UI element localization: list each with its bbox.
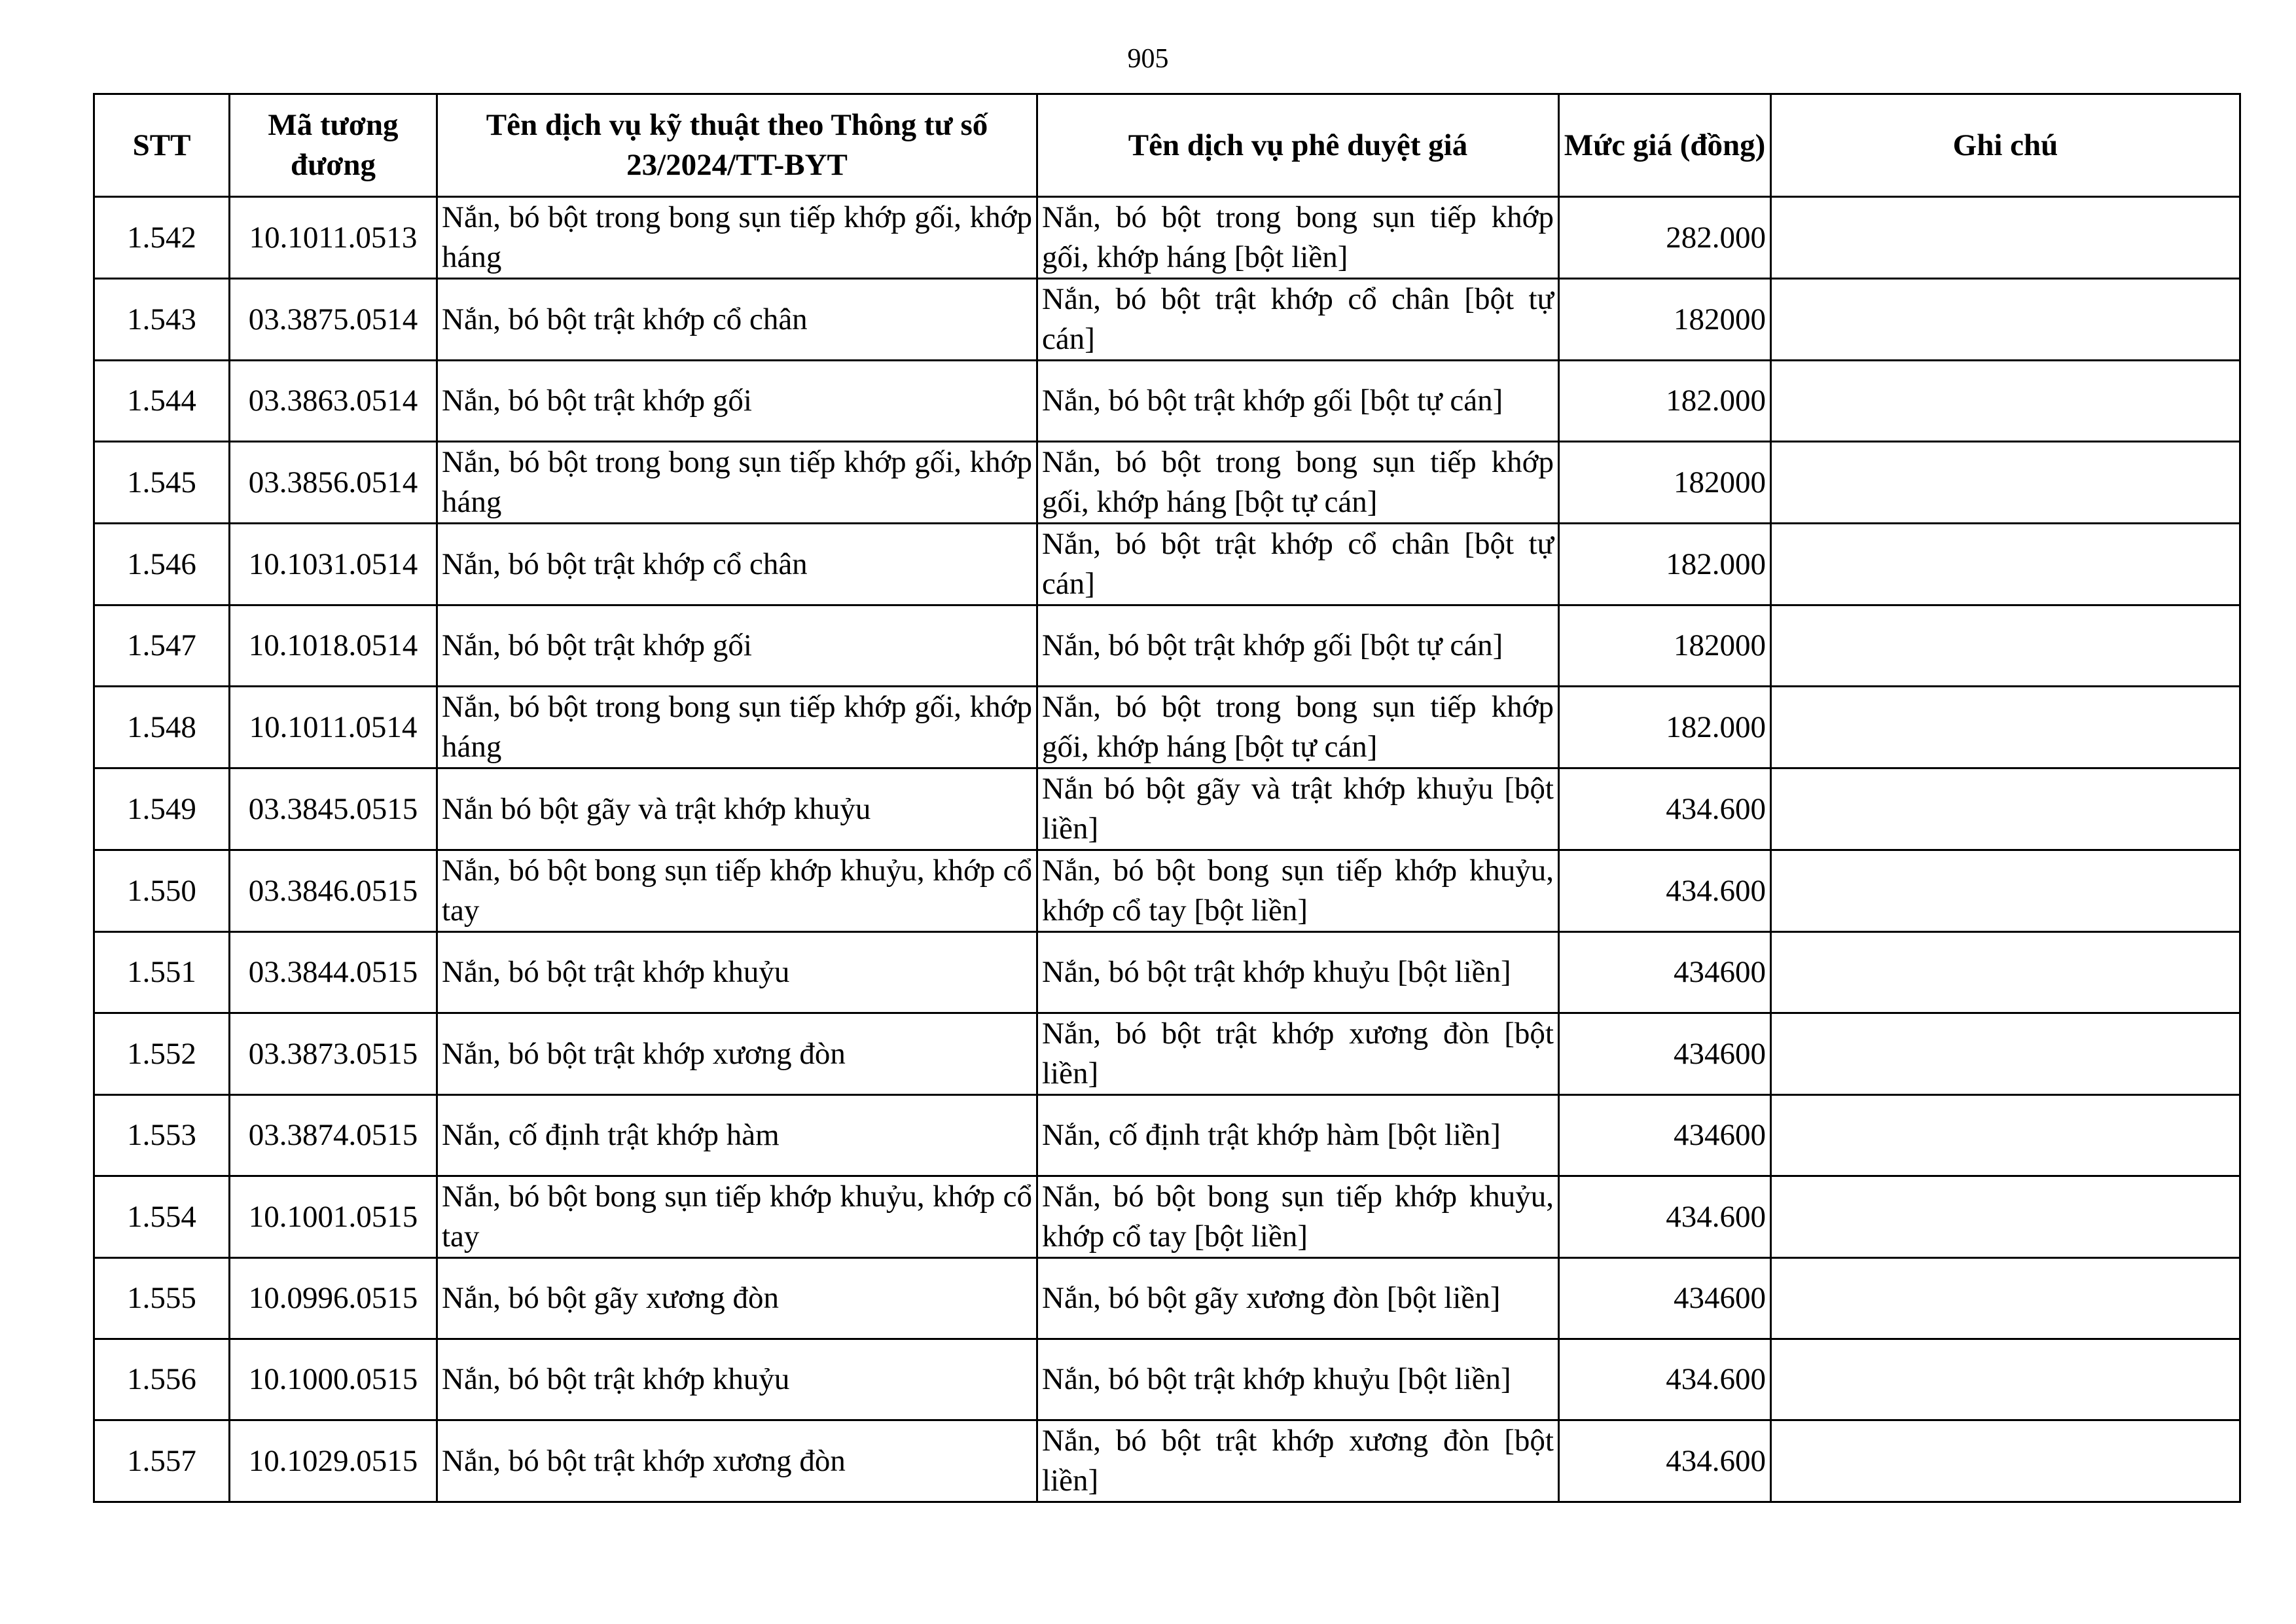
cell-code: 10.1000.0515 <box>230 1339 437 1420</box>
cell-price: 434.600 <box>1559 850 1771 932</box>
table-row <box>94 1258 2240 1339</box>
header-price: Mức giá (đồng) <box>1559 94 1771 197</box>
cell-price: 182.000 <box>1559 687 1771 768</box>
cell-code: 03.3846.0515 <box>230 850 437 932</box>
cell-stt: 1.546 <box>94 524 230 605</box>
table-row <box>94 1176 2240 1258</box>
cell-price: 434600 <box>1559 1013 1771 1095</box>
cell-code: 10.0996.0515 <box>230 1258 437 1339</box>
cell-note <box>1771 605 2240 687</box>
cell-stt: 1.547 <box>94 605 230 687</box>
cell-stt: 1.553 <box>94 1095 230 1176</box>
cell-price: 182000 <box>1559 605 1771 687</box>
cell-code: 10.1011.0513 <box>230 197 437 279</box>
cell-stt: 1.549 <box>94 768 230 850</box>
cell-note <box>1771 1095 2240 1176</box>
cell-service-name: Nắn, bó bột trật khớp khuỷu <box>437 1339 1037 1420</box>
cell-service-name: Nắn, bó bột trật khớp cổ chân <box>437 524 1037 605</box>
cell-price: 434.600 <box>1559 1420 1771 1502</box>
header-approved-name: Tên dịch vụ phê duyệt giá <box>1037 94 1559 197</box>
cell-stt: 1.550 <box>94 850 230 932</box>
cell-approved-name: Nắn, bó bột trong bong sụn tiếp khớp gối, khớp háng [bột tự cán] <box>1037 687 1559 768</box>
cell-code: 10.1001.0515 <box>230 1176 437 1258</box>
table-row <box>94 768 2240 850</box>
cell-service-name: Nắn, bó bột trật khớp xương đòn <box>437 1013 1037 1095</box>
cell-price: 434600 <box>1559 1258 1771 1339</box>
cell-code: 10.1031.0514 <box>230 524 437 605</box>
cell-price: 182.000 <box>1559 524 1771 605</box>
table-row <box>94 1420 2240 1502</box>
cell-approved-name: Nắn, bó bột trong bong sụn tiếp khớp gối, khớp háng [bột tự cán] <box>1037 442 1559 524</box>
cell-code: 03.3874.0515 <box>230 1095 437 1176</box>
cell-code: 03.3873.0515 <box>230 1013 437 1095</box>
header-note: Ghi chú <box>1771 94 2240 197</box>
table-row <box>94 1339 2240 1420</box>
cell-stt: 1.552 <box>94 1013 230 1095</box>
cell-service-name: Nắn, bó bột trật khớp cổ chân <box>437 279 1037 361</box>
cell-service-name: Nắn, bó bột trong bong sụn tiếp khớp gối, khớp háng <box>437 442 1037 524</box>
cell-note <box>1771 768 2240 850</box>
cell-note <box>1771 442 2240 524</box>
cell-note <box>1771 932 2240 1013</box>
cell-note <box>1771 279 2240 361</box>
cell-stt: 1.555 <box>94 1258 230 1339</box>
table-row <box>94 279 2240 361</box>
cell-approved-name: Nắn, bó bột trong bong sụn tiếp khớp gối, khớp háng [bột liền] <box>1037 197 1559 279</box>
cell-service-name: Nắn, bó bột trong bong sụn tiếp khớp gối, khớp háng <box>437 687 1037 768</box>
cell-approved-name: Nắn, bó bột bong sụn tiếp khớp khuỷu, khớp cổ tay [bột liền] <box>1037 850 1559 932</box>
cell-service-name: Nắn, bó bột bong sụn tiếp khớp khuỷu, khớp cổ tay <box>437 1176 1037 1258</box>
cell-price: 434.600 <box>1559 1176 1771 1258</box>
cell-service-name: Nắn bó bột gãy và trật khớp khuỷu <box>437 768 1037 850</box>
cell-approved-name: Nắn, cố định trật khớp hàm [bột liền] <box>1037 1095 1559 1176</box>
cell-approved-name: Nắn, bó bột trật khớp cổ chân [bột tự cán] <box>1037 279 1559 361</box>
cell-code: 10.1018.0514 <box>230 605 437 687</box>
cell-approved-name: Nắn, bó bột bong sụn tiếp khớp khuỷu, khớp cổ tay [bột liền] <box>1037 1176 1559 1258</box>
cell-note <box>1771 1013 2240 1095</box>
cell-note <box>1771 361 2240 442</box>
cell-stt: 1.554 <box>94 1176 230 1258</box>
cell-approved-name: Nắn, bó bột gãy xương đòn [bột liền] <box>1037 1258 1559 1339</box>
cell-price: 282.000 <box>1559 197 1771 279</box>
cell-note <box>1771 1339 2240 1420</box>
cell-service-name: Nắn, bó bột trật khớp khuỷu <box>437 932 1037 1013</box>
cell-stt: 1.543 <box>94 279 230 361</box>
cell-note <box>1771 850 2240 932</box>
table-row <box>94 197 2240 279</box>
cell-price: 182000 <box>1559 442 1771 524</box>
table-row <box>94 524 2240 605</box>
cell-service-name: Nắn, bó bột bong sụn tiếp khớp khuỷu, khớp cổ tay <box>437 850 1037 932</box>
cell-approved-name: Nắn, bó bột trật khớp cổ chân [bột tự cán] <box>1037 524 1559 605</box>
cell-stt: 1.545 <box>94 442 230 524</box>
cell-stt: 1.542 <box>94 197 230 279</box>
header-code: Mã tương đương <box>230 94 437 197</box>
cell-approved-name: Nắn bó bột gãy và trật khớp khuỷu [bột liền] <box>1037 768 1559 850</box>
table-header-row <box>94 94 2240 197</box>
cell-service-name: Nắn, bó bột trật khớp xương đòn <box>437 1420 1037 1502</box>
cell-service-name: Nắn, bó bột trật khớp gối <box>437 605 1037 687</box>
cell-code: 10.1011.0514 <box>230 687 437 768</box>
cell-approved-name: Nắn, bó bột trật khớp xương đòn [bột liền] <box>1037 1420 1559 1502</box>
cell-approved-name: Nắn, bó bột trật khớp xương đòn [bột liền] <box>1037 1013 1559 1095</box>
cell-price: 434600 <box>1559 932 1771 1013</box>
cell-code: 03.3844.0515 <box>230 932 437 1013</box>
cell-stt: 1.556 <box>94 1339 230 1420</box>
cell-approved-name: Nắn, bó bột trật khớp khuỷu [bột liền] <box>1037 932 1559 1013</box>
cell-price: 434600 <box>1559 1095 1771 1176</box>
cell-code: 03.3856.0514 <box>230 442 437 524</box>
table-row <box>94 1013 2240 1095</box>
table-row <box>94 932 2240 1013</box>
cell-service-name: Nắn, cố định trật khớp hàm <box>437 1095 1037 1176</box>
cell-note <box>1771 1420 2240 1502</box>
cell-note <box>1771 1258 2240 1339</box>
table-row <box>94 1095 2240 1176</box>
header-service-name: Tên dịch vụ kỹ thuật theo Thông tư số 23/2024/TT-BYT <box>437 94 1037 197</box>
cell-note <box>1771 687 2240 768</box>
cell-price: 182000 <box>1559 279 1771 361</box>
cell-note <box>1771 197 2240 279</box>
cell-code: 03.3863.0514 <box>230 361 437 442</box>
page-number: 905 <box>1127 44 1169 74</box>
cell-approved-name: Nắn, bó bột trật khớp khuỷu [bột liền] <box>1037 1339 1559 1420</box>
cell-code: 03.3875.0514 <box>230 279 437 361</box>
cell-note <box>1771 1176 2240 1258</box>
price-table <box>93 93 2241 1503</box>
cell-code: 03.3845.0515 <box>230 768 437 850</box>
table-row <box>94 361 2240 442</box>
cell-stt: 1.551 <box>94 932 230 1013</box>
table-row <box>94 442 2240 524</box>
cell-stt: 1.544 <box>94 361 230 442</box>
cell-code: 10.1029.0515 <box>230 1420 437 1502</box>
cell-service-name: Nắn, bó bột gãy xương đòn <box>437 1258 1037 1339</box>
header-stt: STT <box>94 94 230 197</box>
cell-stt: 1.557 <box>94 1420 230 1502</box>
cell-note <box>1771 524 2240 605</box>
table-row <box>94 605 2240 687</box>
cell-price: 434.600 <box>1559 768 1771 850</box>
cell-stt: 1.548 <box>94 687 230 768</box>
cell-service-name: Nắn, bó bột trật khớp gối <box>437 361 1037 442</box>
table-row <box>94 850 2240 932</box>
cell-price: 182.000 <box>1559 361 1771 442</box>
table-row <box>94 687 2240 768</box>
cell-approved-name: Nắn, bó bột trật khớp gối [bột tự cán] <box>1037 361 1559 442</box>
cell-service-name: Nắn, bó bột trong bong sụn tiếp khớp gối, khớp háng <box>437 197 1037 279</box>
cell-approved-name: Nắn, bó bột trật khớp gối [bột tự cán] <box>1037 605 1559 687</box>
cell-price: 434.600 <box>1559 1339 1771 1420</box>
